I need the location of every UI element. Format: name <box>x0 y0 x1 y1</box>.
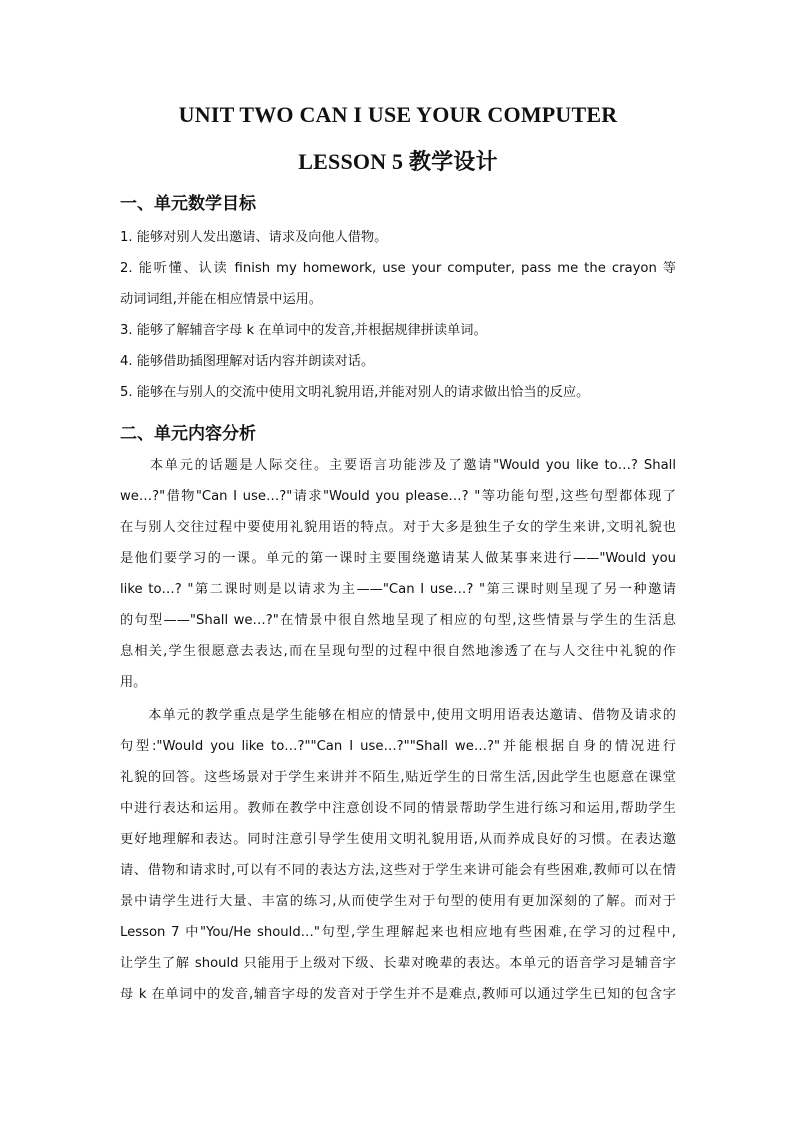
analysis-line: 让学生了解 should 只能用于上级对下级、长辈对晚辈的表达。本单元的语音学习是辅音字 <box>120 956 676 971</box>
analysis-line: 本单元的教学重点是学生能够在相应的情景中,使用文明用语表达邀请、借物及请求的 <box>120 708 676 723</box>
goal-line: 2. 能听懂、认读 finish my homework, use your computer, pass me the crayon 等 <box>120 261 676 276</box>
analysis-line: 句型:"Would you like to…?""Can I use…?""Shall we…?"并能根据自身的情况进行 <box>120 739 676 754</box>
analysis-line: 景中请学生进行大量、丰富的练习,从而使学生对于句型的使用有更加深刻的了解。而对于 <box>120 894 676 909</box>
section-heading-goals: 一、单元数学目标 <box>120 194 256 214</box>
analysis-line: 母 k 在单词中的发音,辅音字母的发音对于学生并不是难点,教师可以通过学生已知的包含字 <box>120 987 676 1002</box>
analysis-line: 礼貌的回答。这些场景对于学生来讲并不陌生,贴近学生的日常生活,因此学生也愿意在课堂 <box>120 770 676 785</box>
goal-line: 动词词组,并能在相应情景中运用。 <box>120 292 323 307</box>
analysis-line: we…?"借物"Can I use…?"请求"Would you please…? "等功能句型,这些句型都体现了 <box>120 489 676 504</box>
goal-line: 5. 能够在与别人的交流中使用文明礼貌用语,并能对别人的请求做出恰当的反应。 <box>120 385 590 400</box>
analysis-line: 的句型——"Shall we…?"在情景中很自然地呈现了相应的句型,这些情景与学生的生活息 <box>120 613 676 628</box>
analysis-line: 是他们要学习的一课。单元的第一课时主要围绕邀请某人做某事来进行——"Would you <box>120 551 676 566</box>
goal-line: 3. 能够了解辅音字母 k 在单词中的发音,并根据规律拼读单词。 <box>120 323 487 338</box>
analysis-line: 中进行表达和运用。教师在教学中注意创设不同的情景帮助学生进行练习和运用,帮助学生 <box>120 801 676 816</box>
analysis-line: 在与别人交往过程中要使用礼貌用语的特点。对于大多是独生子女的学生来讲,文明礼貌也 <box>120 520 676 535</box>
analysis-line: 本单元的话题是人际交往。主要语言功能涉及了邀请"Would you like to…? Shall <box>120 458 676 473</box>
goal-line: 4. 能够借助插图理解对话内容并朗读对话。 <box>120 354 375 369</box>
analysis-line: 息相关,学生很愿意去表达,而在呈现句型的过程中很自然地渗透了在与人交往中礼貌的作 <box>120 644 676 659</box>
analysis-line: Lesson 7 中"You/He should…"句型,学生理解起来也相应地有些困难,在学习的过程中, <box>120 925 676 940</box>
analysis-line: 更好地理解和表达。同时注意引导学生使用文明礼貌用语,从而养成良好的习惯。在表达邀 <box>120 832 676 847</box>
lesson-title: LESSON 5 教学设计 <box>298 149 498 174</box>
goal-line: 1. 能够对别人发出邀请、请求及向他人借物。 <box>120 230 388 245</box>
analysis-line: 用。 <box>120 675 147 690</box>
analysis-line: like to…? "第二课时则是以请求为主——"Can I use…? "第三课时则呈现了另一种邀请 <box>120 582 676 597</box>
unit-title: UNIT TWO CAN I USE YOUR COMPUTER <box>178 102 618 127</box>
analysis-line: 请、借物和请求时,可以有不同的表达方法,这些对于学生来讲可能会有些困难,教师可以在情 <box>120 863 676 878</box>
section-heading-analysis: 二、单元内容分析 <box>120 424 256 444</box>
